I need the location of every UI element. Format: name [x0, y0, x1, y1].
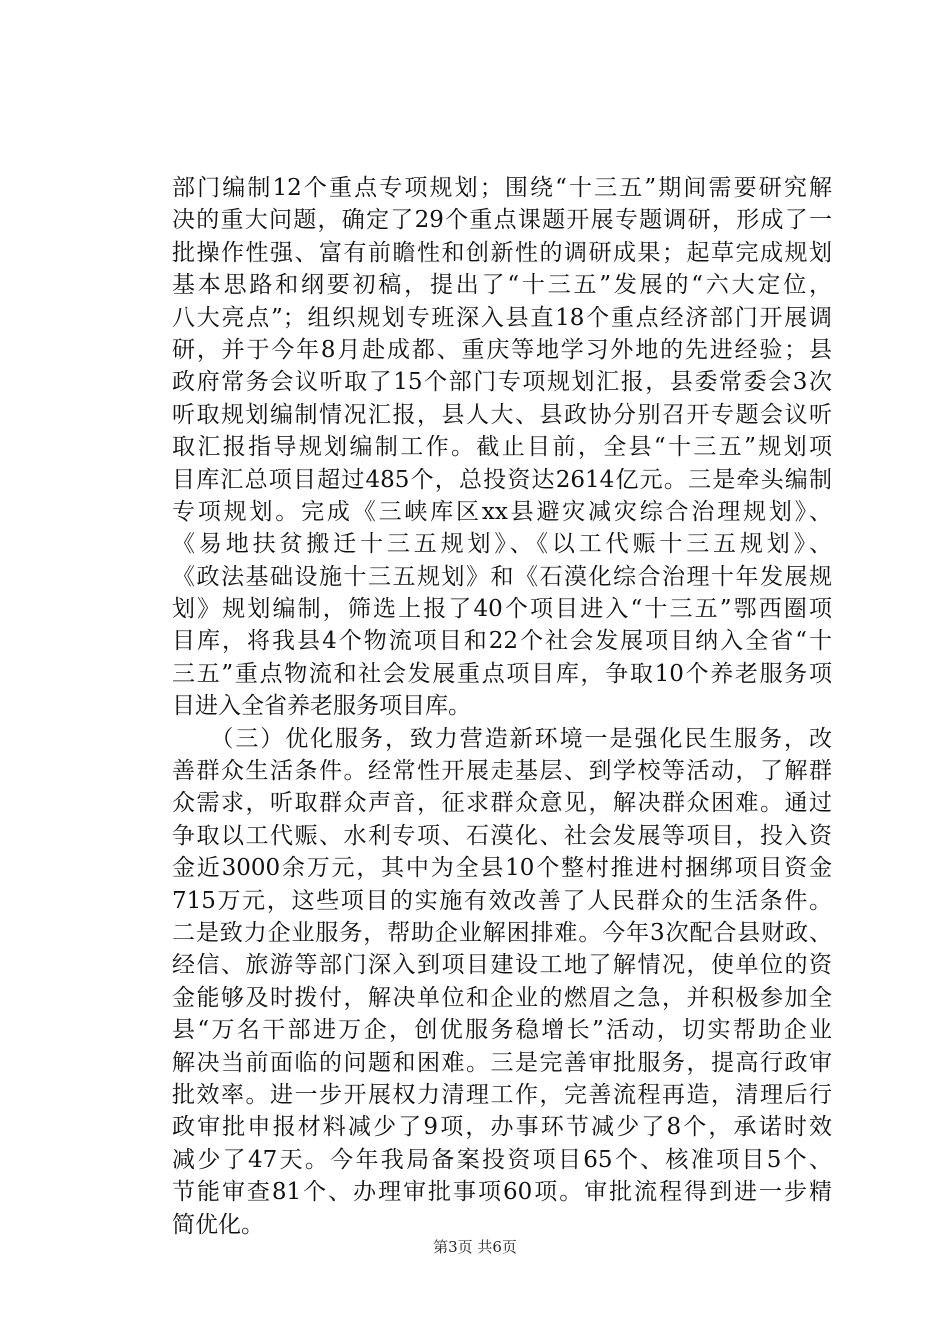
text-line: 《易地扶贫搬迁十三五规划》、《以工代赈十三五规划》、: [172, 531, 832, 558]
body-text: [172, 172, 832, 1241]
text-line: 研，并于今年8月赴成都、重庆等地学习外地的先进经验；县: [172, 336, 832, 363]
text-line: 减少了47天。今年我局备案投资项目65个、核准项目5个、: [172, 1146, 832, 1173]
text-line: 众需求，听取群众声音，征求群众意见，解决群众困难。通过: [172, 790, 832, 817]
text-line: 《政法基础设施十三五规划》和《石漠化综合治理十年发展规: [172, 563, 832, 590]
text-line: 简优化。: [172, 1211, 264, 1238]
text-line: 专项规划。完成《三峡库区xx县避灾减灾综合治理规划》、: [172, 498, 832, 525]
text-line: 八大亮点”；组织规划专班深入县直18个重点经济部门开展调: [172, 304, 832, 331]
text-line: 县“万名干部进万企，创优服务稳增长”活动，切实帮助企业: [172, 1017, 832, 1044]
text-line: 争取以工代赈、水利专项、石漠化、社会发展等项目，投入资: [172, 822, 832, 849]
text-line: 目进入全省养老服务项目库。: [172, 693, 471, 720]
text-line: 批操作性强、富有前瞻性和创新性的调研成果；起草完成规划: [172, 239, 832, 266]
text-line: 听取规划编制情况汇报，县人大、县政协分别召开专题会议听: [172, 401, 832, 428]
text-line: 经信、旅游等部门深入到项目建设工地了解情况，使单位的资: [172, 952, 832, 979]
text-line: 二是致力企业服务，帮助企业解困排难。今年3次配合县财政、: [172, 919, 832, 946]
text-line: 目库，将我县4个物流项目和22个社会发展项目纳入全省“十: [172, 628, 832, 655]
text-line: 节能审查81个、办理审批事项60项。审批流程得到进一步精: [172, 1179, 832, 1206]
text-line: 目库汇总项目超过485个，总投资达2614亿元。三是牵头编制: [172, 466, 832, 493]
text-line: 政府常务会议听取了15个部门专项规划汇报，县委常委会3次: [172, 369, 832, 396]
text-line: 715万元，这些项目的实施有效改善了人民群众的生活条件。: [172, 887, 832, 914]
text-line: 善群众生活条件。经常性开展走基层、到学校等活动，了解群: [172, 758, 832, 785]
text-line: 取汇报指导规划编制工作。截止目前，全县“十三五”规划项: [172, 434, 832, 461]
text-line: 基本思路和纲要初稿，提出了“十三五”发展的“六大定位，: [172, 272, 832, 299]
text-line: 划》规划编制，筛选上报了40个项目进入“十三五”鄂西圈项: [172, 596, 832, 623]
text-line: （三）优化服务，致力营造新环境一是强化民生服务，改: [172, 725, 832, 752]
text-line: 政审批申报材料减少了9项，办事环节减少了8个，承诺时效: [172, 1114, 832, 1141]
text-line: 部门编制12个重点专项规划；围绕“十三五”期间需要研究解: [172, 175, 832, 201]
page-footer: 第3页 共6页: [433, 1238, 517, 1256]
text-line: 批效率。进一步开展权力清理工作，完善流程再造，清理后行: [172, 1081, 832, 1108]
text-line: 金能够及时拨付，解决单位和企业的燃眉之急，并积极参加全: [172, 984, 832, 1011]
text-line: 三五”重点物流和社会发展重点项目库，争取10个养老服务项: [172, 660, 832, 687]
text-line: 金近3000余万元，其中为全县10个整村推进村捆绑项目资金: [172, 855, 832, 882]
text-line: 解决当前面临的问题和困难。三是完善审批服务，提高行政审: [172, 1049, 832, 1076]
text-line: 决的重大问题，确定了29个重点课题开展专题调研，形成了一: [172, 207, 832, 234]
